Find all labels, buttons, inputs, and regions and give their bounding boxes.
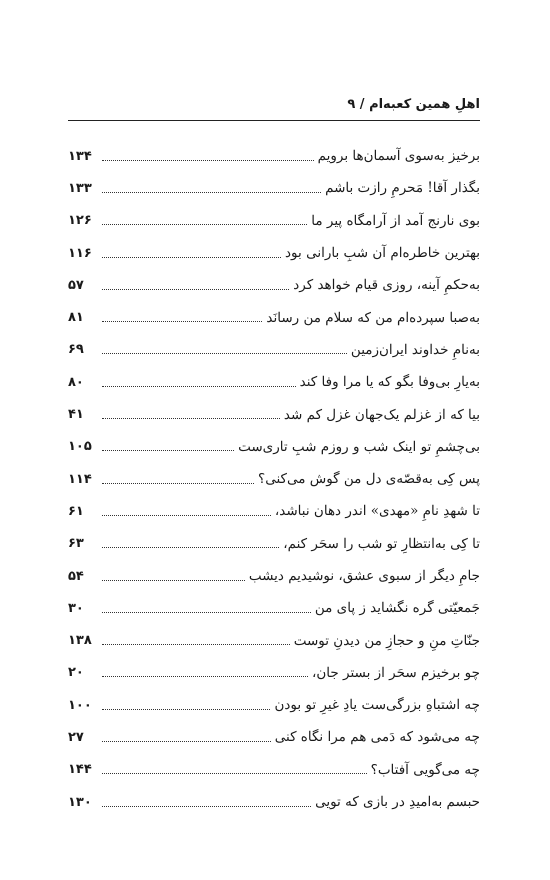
toc-entry-page: ۱۱۶ (68, 245, 92, 261)
toc-entry-title: پس کِی به‌قصّه‌ی دل من گوش می‌کنی؟ (258, 471, 480, 488)
toc-entry-page: ۵۷ (68, 277, 84, 293)
toc-entry-title: چه می‌گویی آفتاب؟ (370, 761, 480, 778)
toc-entry-page: ۱۳۸ (68, 633, 92, 649)
toc-entry-title: تا کِی به‌انتظارِ تو شب را سحَر کنم، (283, 535, 480, 552)
dot-leader (102, 450, 234, 451)
toc-entry-page: ۱۲۶ (68, 213, 92, 229)
dot-leader (102, 741, 271, 742)
toc-entry (68, 560, 480, 592)
toc-entry-page: ۲۷ (68, 729, 84, 745)
toc-entry-title: به‌صبا سپرده‌ام من که سلام من رسانَد (266, 309, 480, 326)
running-head-text: اهلِ همین کعبه‌ام / ۹ (347, 97, 480, 112)
toc-entry (68, 398, 480, 430)
toc-entry (68, 689, 480, 721)
toc-entry (68, 237, 480, 269)
toc-entry-page: ۶۳ (68, 536, 84, 552)
toc-entry-page: ۸۱ (68, 310, 84, 326)
toc-entry-title: بوی نارنج آمد از آرامگاه پیر ما (311, 212, 480, 229)
toc-entry-title: بگذار آقا! مَحرمِ رازت باشم (325, 180, 480, 197)
toc-entry-page: ۱۱۴ (68, 471, 92, 487)
toc-entry (68, 301, 480, 333)
toc-entry-page: ۱۰۰ (68, 697, 92, 713)
dot-leader (102, 192, 321, 193)
toc-entry-page: ۱۳۰ (68, 794, 92, 810)
dot-leader (102, 321, 262, 322)
toc-entry-title: جنّاتِ منِ و حجازِ من دیدنِ توست (293, 632, 480, 649)
running-header (68, 96, 480, 121)
toc-entry (68, 528, 480, 560)
toc-entry (68, 334, 480, 366)
toc-entry (68, 269, 480, 301)
toc-entry-title: تا شهدِ نامِ «مهدی» اندر دهان نباشد، (274, 503, 480, 520)
toc-entry-title: به‌حکمِ آینه، روزی قیام خواهد کرد (293, 277, 480, 294)
toc-entry-page: ۸۰ (68, 374, 84, 390)
toc-entry (68, 657, 480, 689)
toc-entry-page: ۶۹ (68, 342, 84, 358)
toc-entry (68, 366, 480, 398)
toc-entry (68, 721, 480, 753)
dot-leader (102, 806, 311, 807)
toc-entry-page: ۲۰ (68, 665, 84, 681)
toc-entry (68, 431, 480, 463)
toc-entry (68, 172, 480, 204)
toc-entry (68, 205, 480, 237)
dot-leader (102, 160, 314, 161)
dot-leader (102, 386, 296, 387)
dot-leader (102, 257, 281, 258)
dot-leader (102, 612, 311, 613)
dot-leader (102, 709, 270, 710)
dot-leader (102, 644, 290, 645)
toc-entry-page: ۱۴۴ (68, 762, 92, 778)
dot-leader (102, 353, 347, 354)
dot-leader (102, 515, 271, 516)
toc-entry-title: حبسم به‌امیدِ در بازی که تویی (315, 794, 480, 811)
dot-leader (102, 547, 279, 548)
toc-entry (68, 140, 480, 172)
toc-entry-page: ۴۱ (68, 407, 84, 423)
toc-entry-page: ۶۱ (68, 503, 84, 519)
toc-entry (68, 592, 480, 624)
toc-entry (68, 463, 480, 495)
toc-entry-title: چو برخیزم سحَر از بستر جان، (311, 664, 480, 681)
toc-entry-title: بی‌چشمِ تو اینک شب و روزم شبِ تاری‌ست (238, 438, 480, 455)
dot-leader (102, 289, 289, 290)
toc-entry (68, 495, 480, 527)
dot-leader (102, 676, 308, 677)
dot-leader (102, 580, 245, 581)
toc-entry (68, 754, 480, 786)
toc-entry-title: به‌نامِ خداوند ایران‌زمین (350, 341, 480, 358)
toc-entry-title: بیا که از غزلم یک‌جهان غزل کم شد (283, 406, 480, 423)
dot-leader (102, 773, 367, 774)
toc-entry-title: چه می‌شود که دَمی هم مرا نگاه کنی (274, 729, 480, 746)
toc-entry-page: ۵۴ (68, 568, 84, 584)
toc-entry-page: ۱۰۵ (68, 439, 92, 455)
toc-entry-title: برخیز به‌سوی آسمان‌ها برویم (317, 148, 480, 165)
dot-leader (102, 418, 280, 419)
dot-leader (102, 224, 307, 225)
toc-entry-page: ۱۳۴ (68, 148, 92, 164)
dot-leader (102, 483, 254, 484)
toc-entry (68, 786, 480, 818)
toc-entry-title: به‌یارِ بی‌وفا بگو که یا مرا وفا کند (299, 374, 480, 391)
toc-entry-page: ۱۳۳ (68, 180, 92, 196)
toc-entry-title: جامِ دیگر از سبوی عشق، نوشیدیم دیشب (248, 568, 480, 584)
toc-entry-title: چه اشتباهِ بزرگی‌ست یادِ غیرِ تو بودن (274, 697, 480, 714)
table-of-contents (68, 140, 480, 818)
toc-entry-page: ۳۰ (68, 600, 84, 616)
toc-entry-title: بهترین خاطره‌ام آن شبِ بارانی بود (285, 245, 480, 262)
toc-entry-title: جَمعیّتی گره نگشاید ز پای من (314, 600, 480, 617)
toc-entry (68, 624, 480, 656)
